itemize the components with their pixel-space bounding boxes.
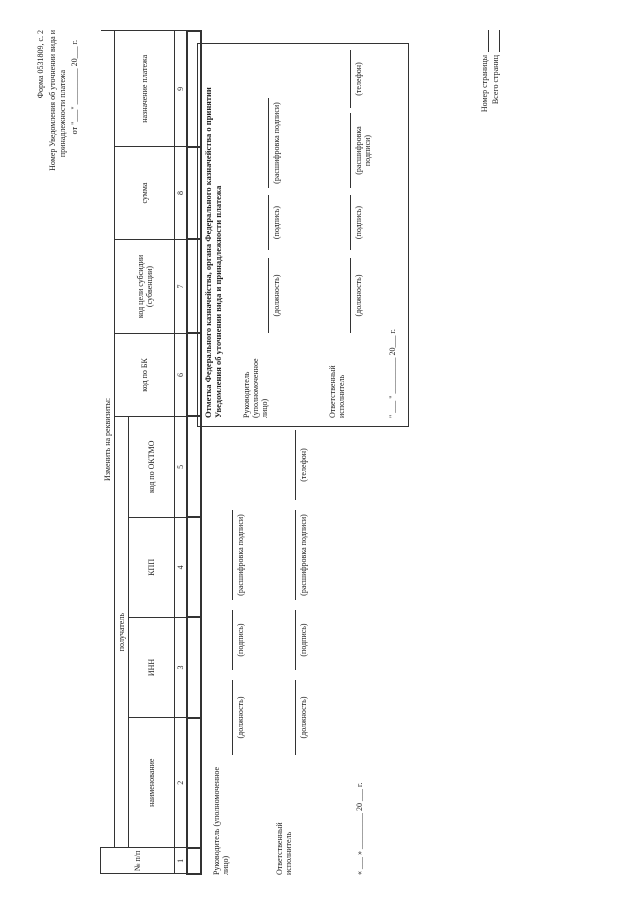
col-number-3: 3 <box>175 617 187 717</box>
executor-position-caption: (должность) <box>299 696 308 739</box>
head-position-caption: (должность) <box>236 696 245 739</box>
treasury-mark-box <box>197 43 409 427</box>
col-number-5: 5 <box>175 416 187 517</box>
col-number-9: 9 <box>175 31 187 147</box>
col-header-oktmo: код по ОКТМО <box>129 416 175 517</box>
executor-decoding-caption: (расшифровка подписи) <box>299 514 308 596</box>
notice-date-line: от "___" _________ 20___ г. <box>70 40 79 135</box>
col-number-6: 6 <box>175 334 187 417</box>
notice-number-line1: Номер Уведомления об уточнении вида и <box>48 30 57 171</box>
executor-phone-caption: (телефон) <box>299 448 308 482</box>
treasury-title: Отметка Федерального казначейства, органа Федерального казначейства о принятии Уведомления об уточнении вида и принадлежности платежа <box>203 87 223 418</box>
requisites-table <box>100 30 202 875</box>
col-number-2: 2 <box>175 718 187 848</box>
notice-number-line2: принадлежности платежа <box>58 70 67 158</box>
treasury-executor-signature: (подпись) <box>354 205 363 240</box>
form-code: Форма 0531809, с. 2 <box>36 30 45 99</box>
treasury-date: " ___ " _________ 20___ г. <box>388 329 397 418</box>
change-title: Изменить на реквизиты: <box>101 31 115 848</box>
head-decoding-caption: (расшифровка подписи) <box>236 514 245 596</box>
treasury-executor-decoding: (расшифровка подписи) <box>354 126 373 175</box>
executor-signature-caption: (подпись) <box>299 623 308 657</box>
treasury-head-position: (должность) <box>272 274 281 317</box>
col-header-subsidy-code: код цели субсидии (субвенции) <box>115 239 175 333</box>
col-header-num: № п/п <box>101 848 175 874</box>
treasury-head-signature: (подпись) <box>272 205 281 240</box>
col-header-inn: ИНН <box>129 617 175 717</box>
treasury-head-label: Руководитель (уполномоченное лицо) <box>242 358 270 418</box>
recipient-group: получатель <box>115 416 129 847</box>
col-header-kpp: КПП <box>129 517 175 617</box>
total-pages-label: Всего страниц <box>491 55 500 105</box>
treasury-executor-phone: (телефон) <box>354 62 363 96</box>
head-signature-caption: (подпись) <box>236 623 245 657</box>
col-header-sum: сумма <box>115 147 175 240</box>
col-number-1: 1 <box>175 848 187 874</box>
treasury-executor-position: (должность) <box>354 274 363 317</box>
page-number-label: Номер страницы <box>480 55 489 113</box>
executor-label: Ответственный исполнитель <box>275 822 294 875</box>
col-header-name: наименование <box>129 718 175 848</box>
treasury-head-decoding: (расшифровка подписи) <box>272 102 281 184</box>
col-number-8: 8 <box>175 147 187 240</box>
col-header-kbk: код по БК <box>115 334 175 417</box>
signature-date: « ___ » _________ 20 ___ г. <box>355 782 364 875</box>
treasury-executor-label: Ответственный исполнитель <box>328 365 347 418</box>
head-label: Руководитель (уполномоченное лицо) <box>212 766 231 875</box>
col-number-7: 7 <box>175 239 187 333</box>
col-header-purpose: назначение платежа <box>115 31 175 147</box>
col-number-4: 4 <box>175 517 187 617</box>
